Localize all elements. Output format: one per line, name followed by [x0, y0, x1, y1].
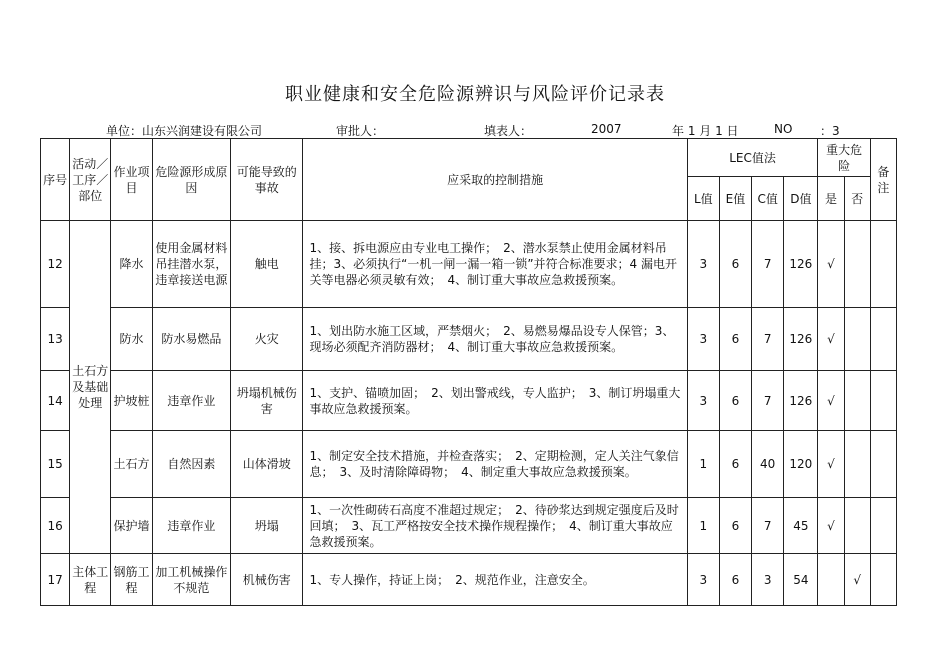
row-remark: [870, 371, 896, 431]
row-accident: 山体滑坡: [231, 431, 303, 498]
row-cause: 防水易燃品: [152, 308, 230, 371]
header-remark: 备注: [870, 139, 896, 221]
row-seq: 17: [41, 554, 70, 606]
row-measures: 1、制定安全技术措施，并检查落实； 2、定期检测，定人关注气象信息； 3、及时清除障碍物； 4、制定重大事故应急救援预案。: [303, 431, 687, 498]
table-row: [41, 431, 897, 498]
page-title: 职业健康和安全危险源辨识与风险评价记录表: [285, 84, 665, 105]
row-measures: 1、支护、锚喷加固； 2、划出警戒线，专人监护； 3、制订坍塌重大事故应急救援预案。: [303, 371, 687, 431]
row-accident: 火灾: [231, 308, 303, 371]
header-job: 作业项目: [111, 139, 152, 221]
header-cause: 危险源形成原因: [152, 139, 230, 221]
row-yes: √: [818, 308, 844, 371]
row-accident: 坍塌机械伤害: [231, 371, 303, 431]
header-lec: LEC值法: [687, 139, 818, 177]
row-c: 3: [752, 554, 784, 606]
date-value: 年 1 月 1 日: [672, 124, 739, 138]
row-c: 7: [752, 498, 784, 554]
row-remark: [870, 221, 896, 308]
row-c: 40: [752, 431, 784, 498]
row-remark: [870, 498, 896, 554]
header-c: C值: [752, 177, 784, 221]
row-no: [844, 431, 870, 498]
header-yes: 是: [818, 177, 844, 221]
row-e: 6: [719, 308, 751, 371]
row-job: 防水: [111, 308, 152, 371]
row-d: 54: [784, 554, 818, 606]
header-e: E值: [719, 177, 751, 221]
header-no: 否: [844, 177, 870, 221]
row-seq: 15: [41, 431, 70, 498]
risk-table: [40, 138, 897, 606]
row-d: 120: [784, 431, 818, 498]
row-remark: [870, 308, 896, 371]
row-d: 126: [784, 308, 818, 371]
row-accident: 触电: [231, 221, 303, 308]
table-row: [41, 554, 897, 606]
year-value: 2007: [591, 122, 622, 136]
row-cause: 自然因素: [152, 431, 230, 498]
row-yes: √: [818, 221, 844, 308]
row-yes: √: [818, 498, 844, 554]
no-value: ：3: [820, 124, 840, 138]
row-e: 6: [719, 431, 751, 498]
table-row: [41, 371, 897, 431]
row-l: 3: [687, 221, 719, 308]
row-job: 保护墙: [111, 498, 152, 554]
row-yes: [818, 554, 844, 606]
filler-label: 填表人：: [484, 124, 533, 138]
row-e: 6: [719, 371, 751, 431]
row-d: 126: [784, 371, 818, 431]
row-cause: 违章作业: [152, 371, 230, 431]
row-measures: 1、一次性砌砖石高度不准超过规定； 2、待砂浆达到规定强度后及时回填； 3、瓦工严格按安全技术操作规程操作； 4、制订重大事故应急救援预案。: [303, 498, 687, 554]
row-no: [844, 371, 870, 431]
table-row: [41, 221, 897, 308]
no-label: NO: [774, 122, 793, 136]
row-l: 3: [687, 308, 719, 371]
header-row-1: [41, 139, 897, 177]
row-measures: 1、专人操作，持证上岗； 2、规范作业，注意安全。: [303, 554, 687, 606]
row-no: [844, 498, 870, 554]
table-row: [41, 308, 897, 371]
group-earthwork: 土石方及基础处理: [70, 221, 111, 554]
row-l: 1: [687, 498, 719, 554]
row-job: 钢筋工程: [111, 554, 152, 606]
table-row: [41, 498, 897, 554]
row-e: 6: [719, 498, 751, 554]
row-no: [844, 308, 870, 371]
row-cause: 违章作业: [152, 498, 230, 554]
group-main: 主体工程: [70, 554, 111, 606]
row-l: 1: [687, 431, 719, 498]
header-activity: 活动／工序／部位: [70, 139, 111, 221]
row-c: 7: [752, 371, 784, 431]
row-d: 126: [784, 221, 818, 308]
row-no: √: [844, 554, 870, 606]
row-d: 45: [784, 498, 818, 554]
row-seq: 13: [41, 308, 70, 371]
header-measures: 应采取的控制措施: [303, 139, 687, 221]
row-accident: 坍塌: [231, 498, 303, 554]
row-job: 护坡桩: [111, 371, 152, 431]
row-seq: 16: [41, 498, 70, 554]
row-cause: 加工机械操作不规范: [152, 554, 230, 606]
row-cause: 使用金属材料吊挂潜水泵，违章接送电源: [152, 221, 230, 308]
row-measures: 1、接、拆电源应由专业电工操作； 2、潜水泵禁止使用金属材料吊挂；3、必须执行“一机一闸一漏一箱一锁”并符合标准要求；4 漏电开关等电器必须灵敏有效； 4、制订重大事故应急救援预案。: [303, 221, 687, 308]
row-l: 3: [687, 371, 719, 431]
row-yes: √: [818, 431, 844, 498]
row-job: 土石方: [111, 431, 152, 498]
row-no: [844, 221, 870, 308]
row-remark: [870, 554, 896, 606]
row-c: 7: [752, 221, 784, 308]
row-e: 6: [719, 554, 751, 606]
header-major: 重大危险: [818, 139, 870, 177]
row-c: 7: [752, 308, 784, 371]
row-seq: 14: [41, 371, 70, 431]
row-seq: 12: [41, 221, 70, 308]
row-e: 6: [719, 221, 751, 308]
row-measures: 1、划出防水施工区域，严禁烟火； 2、易燃易爆品设专人保管；3、现场必须配齐消防器材； 4、制订重大事故应急救援预案。: [303, 308, 687, 371]
row-l: 3: [687, 554, 719, 606]
unit-label: 单位：山东兴润建设有限公司: [106, 124, 263, 138]
row-job: 降水: [111, 221, 152, 308]
approver-label: 审批人：: [336, 124, 385, 138]
row-yes: √: [818, 371, 844, 431]
row-remark: [870, 431, 896, 498]
header-seq: 序号: [41, 139, 70, 221]
header-l: L值: [687, 177, 719, 221]
header-d: D值: [784, 177, 818, 221]
header-accident: 可能导致的事故: [231, 139, 303, 221]
row-accident: 机械伤害: [231, 554, 303, 606]
